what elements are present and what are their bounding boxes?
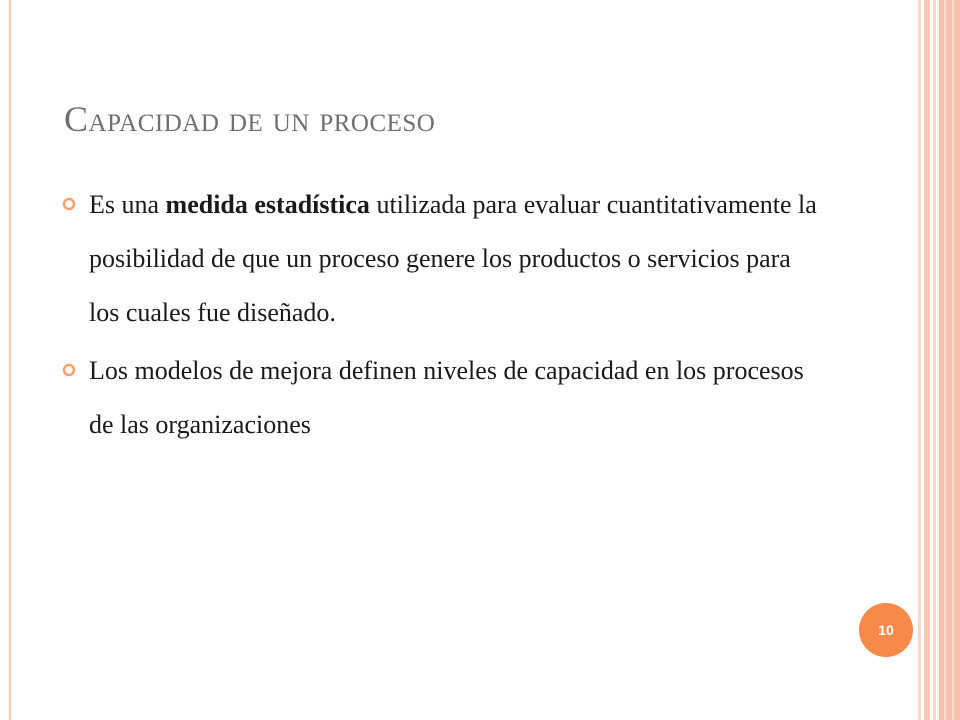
- ring-bullet-icon: [62, 197, 76, 211]
- bullet-item: [62, 344, 822, 452]
- right-stripe-decoration: [924, 0, 930, 720]
- bullet-text: Los modelos de mejora definen niveles de capacidad en los procesos de las organizaciones: [89, 356, 804, 439]
- right-stripe-decoration: [944, 0, 946, 720]
- bullet-text: utilizada para evaluar cuantitativamente la posibilidad de que un proceso genere los productos o servicios para los cuales fue diseñado.: [89, 190, 817, 327]
- bullet-text: Es una: [89, 190, 166, 219]
- slide-title: Capacidad de un proceso: [64, 99, 436, 139]
- right-stripe-decoration: [933, 0, 936, 720]
- left-border-decoration: [0, 0, 11, 720]
- page-number-badge: 10: [859, 603, 913, 657]
- right-stripe-decoration: [918, 0, 921, 720]
- bullet-item: [62, 178, 822, 340]
- bullet-list: [62, 178, 822, 456]
- right-stripe-decoration: [952, 0, 954, 720]
- bullet-bold-text: medida estadística: [165, 190, 370, 219]
- right-stripe-decoration: [939, 0, 960, 720]
- ring-bullet-icon: [62, 363, 76, 377]
